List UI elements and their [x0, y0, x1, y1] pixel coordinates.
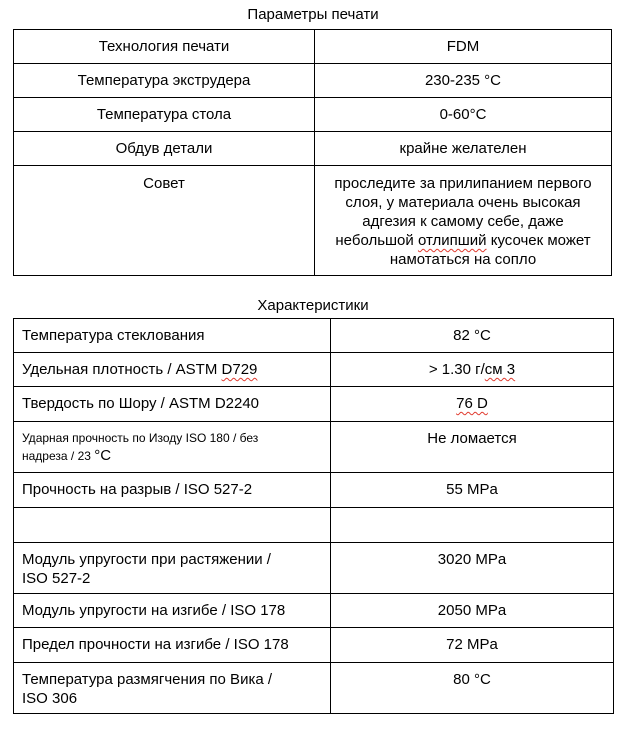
char-value: 3020 MPa	[331, 543, 614, 594]
char-value: 55 MPa	[331, 473, 614, 508]
print-params-table	[13, 29, 612, 276]
spellcheck-underline: 76 D	[456, 395, 488, 412]
char-value: 72 MPa	[331, 628, 614, 663]
spellcheck-underline: см 3	[484, 361, 516, 378]
table-row	[14, 473, 614, 508]
param-value: FDM	[315, 30, 612, 64]
table-row	[14, 30, 612, 64]
table-row	[14, 64, 612, 98]
table-row	[14, 628, 614, 663]
print-params-title: Параметры печати	[247, 6, 379, 23]
char-value	[331, 387, 614, 422]
char-value: > 1.30 г/см 3	[331, 353, 614, 387]
char-value	[331, 508, 614, 543]
spellcheck-underline: отлипший	[417, 232, 487, 249]
spellcheck-underline: D729	[221, 361, 258, 378]
characteristics-title: Характеристики	[257, 297, 369, 314]
char-label	[14, 508, 331, 543]
param-label: Обдув детали	[14, 132, 315, 166]
table-row	[14, 98, 612, 132]
characteristics-table	[13, 318, 614, 714]
char-label: Температура размягчения по Вика / ISO 306	[14, 663, 331, 714]
table-row	[14, 319, 614, 353]
char-value: 80 °С	[331, 663, 614, 714]
char-value: 82 °С	[331, 319, 614, 353]
char-label: Температура стеклования	[14, 319, 331, 353]
table-row	[14, 166, 612, 276]
param-value: 230-235 °С	[315, 64, 612, 98]
table-row	[14, 594, 614, 628]
table-row	[14, 353, 614, 387]
tip-value: проследите за прилипанием первого слоя, у материала очень высокая адгезия к самому себе, даже небольшой отлипший кусочек может намотаться на сопло	[315, 166, 612, 276]
table-row	[14, 508, 614, 543]
char-label: Модуль упругости на изгибе / ISO 178	[14, 594, 331, 628]
param-value: крайне желателен	[315, 132, 612, 166]
char-value: Не ломается	[331, 422, 614, 473]
tip-label: Совет	[14, 166, 315, 276]
table-row	[14, 663, 614, 714]
param-label: Температура стола	[14, 98, 315, 132]
char-value: 2050 MPa	[331, 594, 614, 628]
table-row	[14, 132, 612, 166]
table-row	[14, 543, 614, 594]
param-label: Температура экструдера	[14, 64, 315, 98]
table-row	[14, 387, 614, 422]
char-label: Твердость по Шору / ASTM D2240	[14, 387, 331, 422]
char-label: Предел прочности на изгибе / ISO 178	[14, 628, 331, 663]
table-row	[14, 422, 614, 473]
char-label: Прочность на разрыв / ISO 527-2	[14, 473, 331, 508]
char-label: Модуль упругости при растяжении / ISO 527-2	[14, 543, 331, 594]
char-label: Ударная прочность по Изоду ISO 180 / без надреза / 23 °С	[14, 422, 331, 473]
char-label: Удельная плотность / ASTM D729	[14, 353, 331, 387]
param-value: 0-60°С	[315, 98, 612, 132]
param-label: Технология печати	[14, 30, 315, 64]
